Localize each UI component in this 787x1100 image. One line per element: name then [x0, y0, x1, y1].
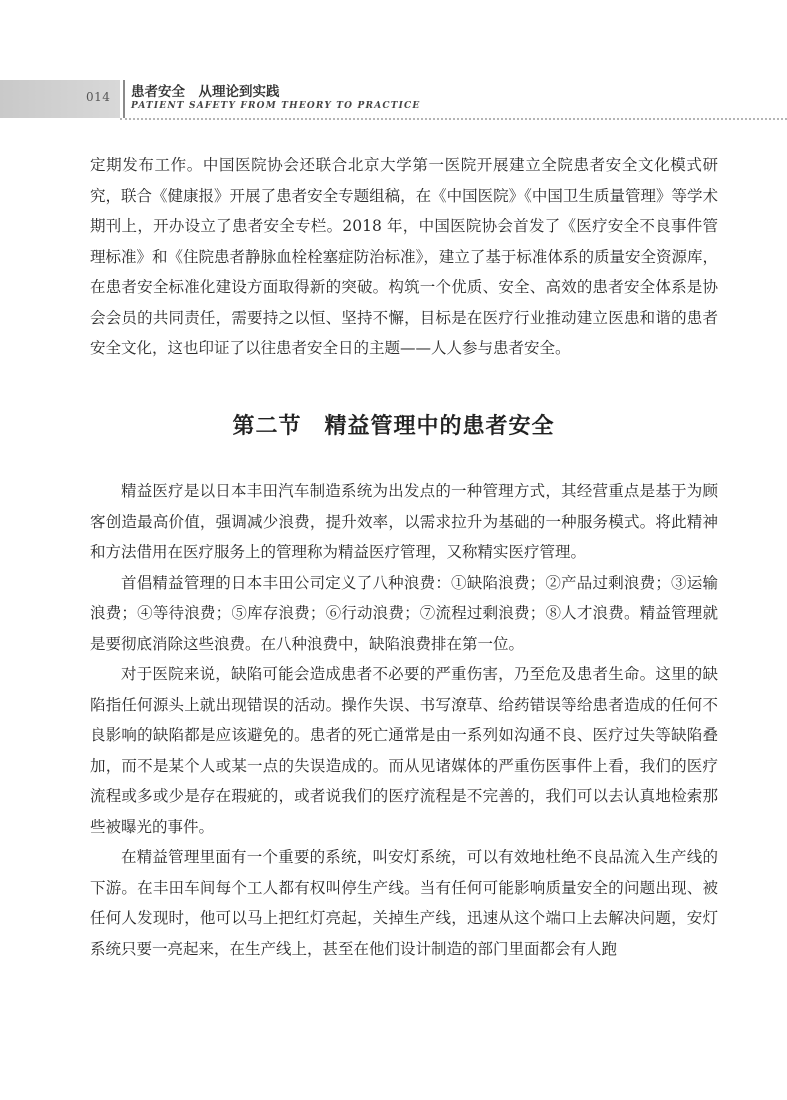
- section-body: [90, 476, 718, 964]
- body-paragraph: 在精益管理里面有一个重要的系统，叫安灯系统，可以有效地杜绝不良品流入生产线的下游。在丰田车间每个工人都有权叫停生产线。当有任何可能影响质量安全的问题出现、被任何人发现时，他可以马上把红灯亮起，关掉生产线，迅速从这个端口上去解决问题，安灯系统只要一亮起来，在生产线上，甚至在他们设计制造的部门里面都会有人跑: [90, 848, 718, 958]
- body-paragraph: 首倡精益管理的日本丰田公司定义了八种浪费：①缺陷浪费；②产品过剩浪费；③运输浪费；④等待浪费；⑤库存浪费；⑥行动浪费；⑦流程过剩浪费；⑧人才浪费。精益管理就是要彻底消除这些浪费。在八种浪费中，缺陷浪费排在第一位。: [90, 573, 718, 653]
- page-number: 014: [86, 90, 111, 104]
- running-header-title: 患者安全 从理论到实践: [131, 84, 280, 100]
- body-paragraph: 对于医院来说，缺陷可能会造成患者不必要的严重伤害，乃至危及患者生命。这里的缺陷指任何源头上就出现错误的活动。操作失误、书写潦草、给药错误等给患者造成的任何不良影响的缺陷都是应该避免的。患者的死亡通常是由一系列如沟通不良、医疗过失等缺陷叠加，而不是某个人或某一点的失误造成的。而从见诸媒体的严重伤医事件上看，我们的医疗流程或多或少是存在瑕疵的，或者说我们的医疗流程是不完善的，我们可以去认真地检索那些被曝光的事件。: [90, 665, 718, 836]
- header-divider: [123, 80, 125, 118]
- header-dotted-rule: [120, 118, 787, 120]
- continued-text: [90, 150, 718, 364]
- section-heading: 第二节 精益管理中的患者安全: [232, 414, 555, 439]
- running-header-subtitle: PATIENT SAFETY FROM THEORY TO PRACTICE: [131, 101, 421, 111]
- intro-paragraph: 定期发布工作。中国医院协会还联合北京大学第一医院开展建立全院患者安全文化模式研究，联合《健康报》开展了患者安全专题组稿，在《中国医院》《中国卫生质量管理》等学术期刊上，开办设立了患者安全专栏。2018 年，中国医院协会首发了《医疗安全不良事件管理标准》和《住院患者静脉血栓栓塞症防治标准》，建立了基于标准体系的质量安全资源库，在患者安全标准化建设方面取得新的突破。构筑一个优质、安全、高效的患者安全体系是协会会员的共同责任，需要持之以恒、坚持不懈，目标是在医疗行业推动建立医患和谐的患者安全文化，这也印证了以往患者安全日的主题——人人参与患者安全。: [90, 156, 718, 357]
- body-paragraph: 精益医疗是以日本丰田汽车制造系统为出发点的一种管理方式，其经营重点是基于为顾客创造最高价值，强调减少浪费，提升效率，以需求拉升为基础的一种服务模式。将此精神和方法借用在医疗服务上的管理称为精益医疗管理，又称精实医疗管理。: [90, 482, 718, 561]
